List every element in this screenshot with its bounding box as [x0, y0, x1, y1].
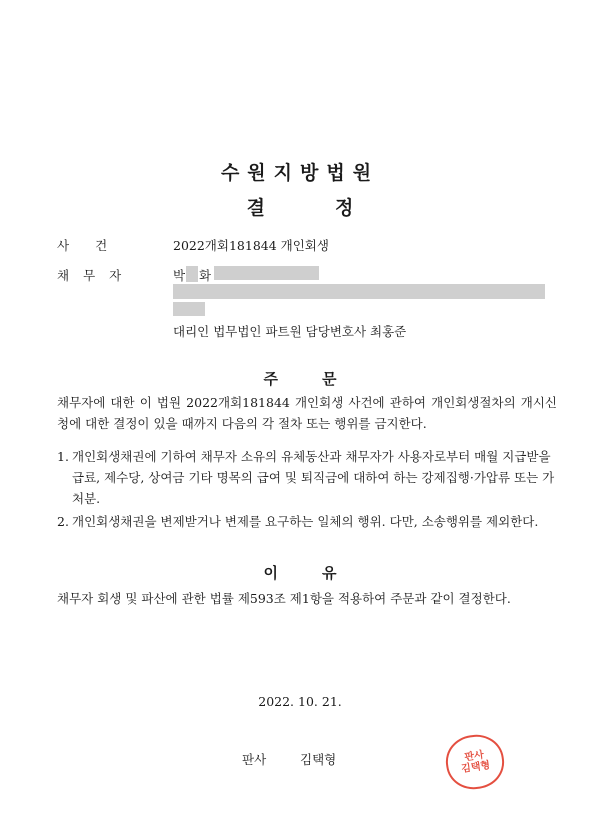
order-heading: 주문: [263, 370, 381, 388]
order-paragraph: 채무자에 대한 이 법원 2022개회181844 개인회생 사건에 관하여 개인회생절차의 개시신청에 대한 결정이 있을 때까지 다음의 각 절차 또는 행위를 금지한다.: [57, 395, 557, 431]
debtor-name-last: 화: [199, 268, 212, 283]
decision-date: 2022. 10. 21.: [258, 694, 342, 709]
seal-line: 김택형: [460, 759, 491, 775]
document-type: 결정: [246, 197, 424, 219]
judge-name: 김택형: [300, 752, 337, 767]
judge-title: 판사: [242, 752, 267, 767]
reason-text: 채무자 회생 및 파산에 관한 법률 제593조 제1항을 적용하여 주문과 같이 결정한다.: [57, 591, 511, 606]
redaction-block: [214, 266, 319, 280]
court-name: 수원지방법원: [220, 162, 380, 184]
redaction-name-middle: [186, 266, 198, 282]
judge-seal-stamp: [443, 731, 508, 793]
debtor-name-first: 박: [173, 268, 186, 283]
list-item-text: 개인회생채권을 변제받거나 변제를 요구하는 일체의 행위. 다만, 소송행위를 제외한다.: [72, 514, 539, 529]
list-item: [57, 511, 557, 532]
list-item-text: 개인회생채권에 기하여 채무자 소유의 유체동산과 채무자가 사용자로부터 매월 지급받을 급료, 제수당, 상여금 기타 명목의 급여 및 퇴직금에 대하여 하는 강제집행·가압류 또는 가처분.: [72, 449, 555, 506]
case-label: 사건: [57, 238, 134, 253]
reason-heading: 이유: [263, 564, 381, 582]
case-value: 2022개회181844 개인회생: [173, 238, 329, 253]
seal-line: 판사: [463, 749, 485, 764]
list-item-number: 1.: [57, 449, 69, 464]
debtor-label: 채무자: [57, 268, 136, 283]
redaction-address: [173, 284, 545, 299]
list-item: [57, 446, 557, 509]
redaction-address-cont: [173, 302, 205, 316]
legal-agent: 대리인 법무법인 파트원 담당변호사 최홍준: [173, 324, 407, 339]
order-list: [57, 446, 557, 534]
list-item-number: 2.: [57, 514, 69, 529]
